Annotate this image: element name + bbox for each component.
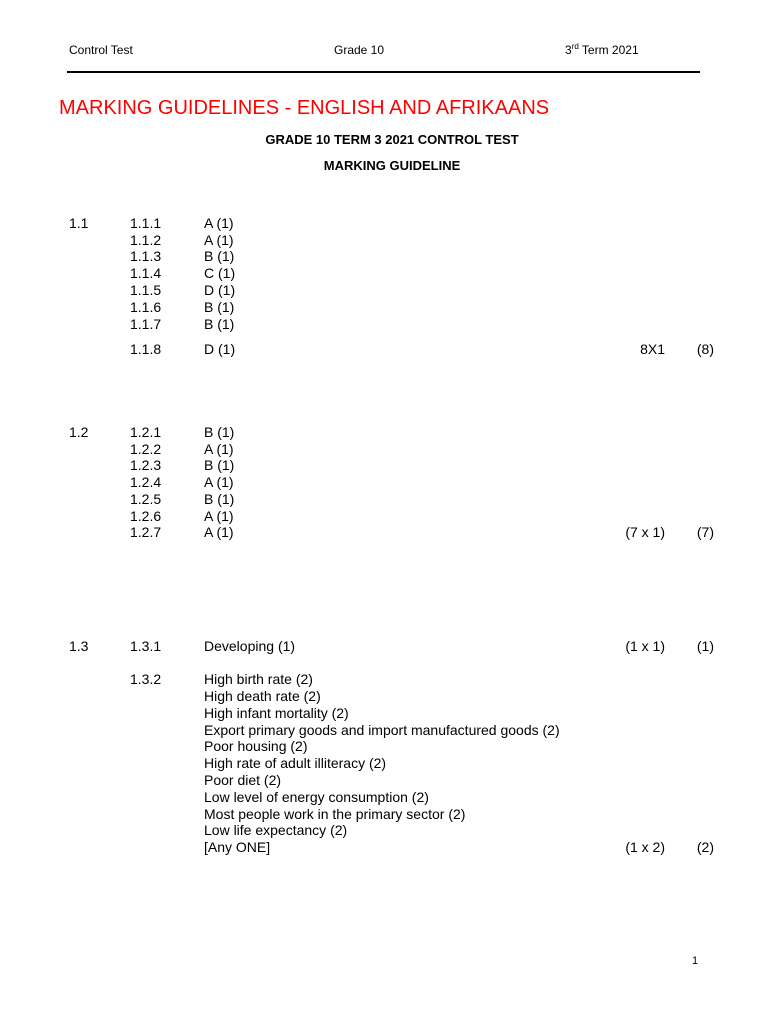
answer: A (1) [204, 508, 234, 524]
sub-question-number: 1.1.4 [130, 265, 162, 281]
sub-question-number: 1.3.1 [130, 638, 162, 654]
answer: B (1) [204, 491, 235, 507]
sub-question-number: 1.2.2 [130, 441, 162, 457]
test-title: GRADE 10 TERM 3 2021 CONTROL TEST [265, 132, 519, 147]
answer: A (1) [204, 215, 234, 231]
answer-line: High rate of adult illiteracy (2) [204, 755, 387, 771]
sub-question-number: 1.1.5 [130, 282, 162, 298]
header-term [565, 43, 639, 57]
sub-question-number: 1.1.1 [130, 215, 162, 231]
answer: B (1) [204, 424, 235, 440]
sub-question-number: 1.2.1 [130, 424, 162, 440]
sub-question-number: 1.1.6 [130, 299, 162, 315]
sub-question-number: 1.2.3 [130, 457, 162, 473]
answer-line: High infant mortality (2) [204, 705, 349, 721]
question-number-1-1: 1.1 [69, 215, 89, 231]
sub-question-number: 1.2.7 [130, 524, 162, 540]
page-title: MARKING GUIDELINES - ENGLISH AND AFRIKAANS [59, 97, 550, 119]
answer: B (1) [204, 299, 235, 315]
answer: A (1) [204, 474, 234, 490]
header-divider [67, 71, 700, 73]
answer: A (1) [204, 524, 234, 540]
sub-question-number: 1.2.4 [130, 474, 162, 490]
mark-total: (7) [696, 524, 714, 540]
answer-line: Low life expectancy (2) [204, 822, 348, 838]
header-grade: Grade 10 [334, 43, 385, 57]
answer: D (1) [204, 341, 236, 357]
answer: B (1) [204, 248, 235, 264]
mark-calculation: (1 x 2) [625, 839, 665, 855]
answer: D (1) [204, 282, 236, 298]
mark-calculation: (1 x 1) [625, 638, 665, 654]
mark-calculation: (7 x 1) [625, 524, 665, 540]
answer-line: Poor housing (2) [204, 738, 308, 754]
answer: C (1) [204, 265, 236, 281]
header-term-number: 3 [565, 43, 572, 57]
mark-total: (2) [696, 839, 714, 855]
mark-calculation: 8X1 [640, 341, 665, 357]
question-number-1-3: 1.3 [69, 638, 89, 654]
answer: A (1) [204, 441, 234, 457]
sub-question-number: 1.2.6 [130, 508, 162, 524]
sub-question-number: 1.1.7 [130, 316, 162, 332]
answer-line: Export primary goods and import manufactured goods (2) [204, 722, 560, 738]
page-number: 1 [692, 955, 699, 967]
mark-total: (1) [696, 638, 714, 654]
answer: A (1) [204, 232, 234, 248]
sub-question-number: 1.2.5 [130, 491, 162, 507]
header-term-rest: Term 2021 [578, 43, 639, 57]
answer-line: Poor diet (2) [204, 772, 282, 788]
answer-line: Most people work in the primary sector (2) [204, 806, 466, 822]
header-doc-type: Control Test [69, 43, 133, 57]
question-number-1-2: 1.2 [69, 424, 89, 440]
answer-line: Low level of energy consumption (2) [204, 789, 429, 805]
answer: Developing (1) [204, 638, 296, 654]
sub-question-number: 1.1.3 [130, 248, 162, 264]
sub-question-number: 1.1.2 [130, 232, 162, 248]
header-term-ordinal: rd [571, 42, 579, 51]
answer: B (1) [204, 316, 235, 332]
answer-line: High death rate (2) [204, 688, 321, 704]
mark-total: (8) [696, 341, 714, 357]
answer-line: High birth rate (2) [204, 671, 313, 687]
answer: B (1) [204, 457, 235, 473]
answer-line: [Any ONE] [204, 839, 271, 855]
guideline-title: MARKING GUIDELINE [323, 158, 461, 173]
sub-question-number: 1.3.2 [130, 671, 162, 687]
sub-question-number: 1.1.8 [130, 341, 162, 357]
